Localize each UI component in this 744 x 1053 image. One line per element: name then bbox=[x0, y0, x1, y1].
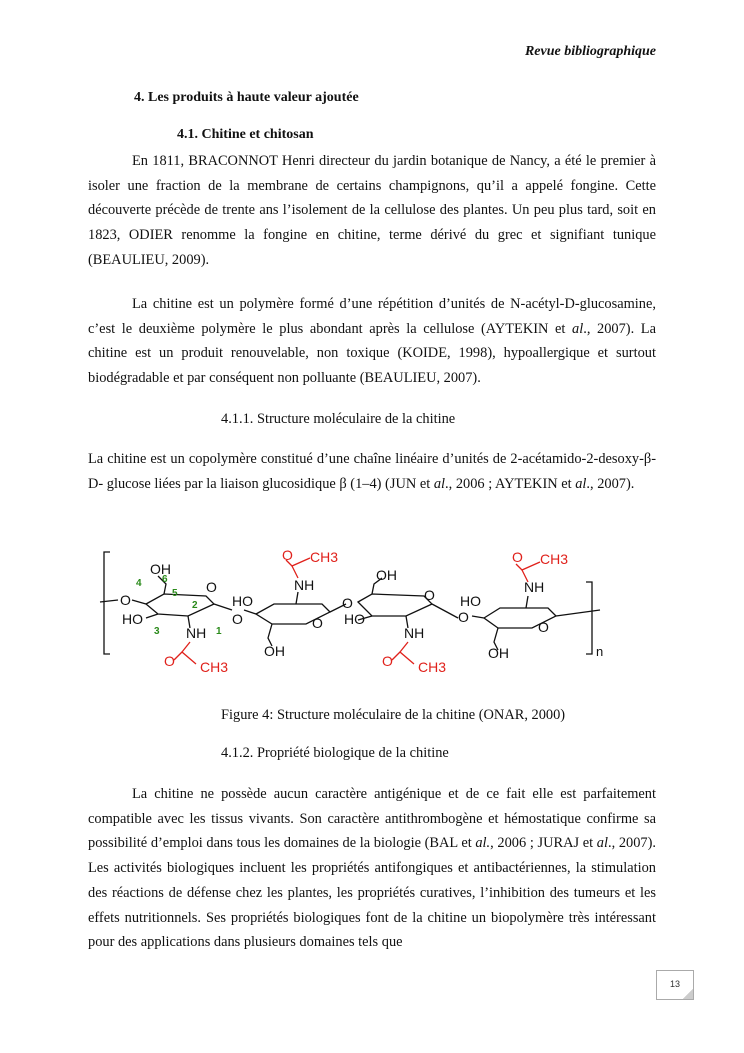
paragraph-copolymer: La chitine est un copolymère constitué d’une chaîne linéaire d’unités de 2-acétamido-2-desoxy-β-D- glucose liées par la liaison glucosidique β (1–4) (JUN et al., 2006 ; AYTEKIN et al., 2007). bbox=[88, 451, 656, 492]
page-corner-fold bbox=[683, 989, 693, 999]
section-4-1-2-heading: 4.1.2. Propriété biologique de la chitine bbox=[221, 745, 449, 761]
ring-3 bbox=[358, 594, 432, 616]
right-bracket bbox=[586, 582, 592, 654]
label-n-repeat: n bbox=[596, 644, 604, 659]
ring-1 bbox=[146, 594, 214, 616]
label-oh-ring2: OH bbox=[264, 643, 285, 659]
section-4-1-1-heading: 4.1.1. Structure moléculaire de la chitine bbox=[221, 411, 456, 427]
label-nh-ring4: NH bbox=[524, 579, 545, 595]
running-header: Revue bibliographique bbox=[524, 44, 656, 59]
carbon-5: 5 bbox=[172, 588, 178, 599]
label-o-ring3: O bbox=[424, 587, 435, 603]
carbon-4: 4 bbox=[136, 578, 142, 589]
label-ho-ring1: HO bbox=[122, 611, 143, 627]
label-o-acetyl-2: O bbox=[282, 547, 293, 563]
label-o-left: O bbox=[120, 592, 131, 608]
label-oh-ring3: OH bbox=[376, 567, 397, 583]
label-ch3-ring4: CH3 bbox=[540, 551, 569, 567]
label-o-bridge-3-4: O bbox=[458, 609, 469, 625]
carbon-2: 2 bbox=[192, 600, 198, 611]
carbon-6: 6 bbox=[162, 574, 168, 585]
paragraph-biological-properties: La chitine ne possède aucun caractère antigénique et de ce fait elle est parfaitement compatible avec les tissus vivants. Son caractère antithrombogène et hémostatique confirme sa possibilité d’emploi dans tous les domaines de la biologie (BAL et al., 2006 ; JURAJ et al., 2007). Les activités biologiques incluent les propriétés antifongiques et antibactériennes, la stimulation des réactions de défense chez les plantes, les propriétés curatives, l’inhibition des tumeurs et les effets nutritionnels. Ses propriétés biologiques font de la chitine un biopolymère très intéressant pour des applications dans plusieurs domaines tels que bbox=[88, 786, 656, 951]
label-o-acetyl-3: O bbox=[382, 653, 393, 669]
label-ch3-ring3: CH3 bbox=[418, 659, 447, 675]
label-o-ring1: O bbox=[206, 579, 217, 595]
label-o-ring2-bridge: O bbox=[232, 611, 243, 627]
label-ch3-ring2: CH3 bbox=[310, 549, 339, 565]
label-o-acetyl-4: O bbox=[512, 549, 523, 565]
label-oh-ring1: OH bbox=[150, 561, 171, 577]
label-oh-ring4: OH bbox=[488, 645, 509, 661]
section-4-1-heading: 4.1. Chitine et chitosan bbox=[177, 127, 314, 142]
paragraph-chitin-definition: La chitine est un polymère formé d’une répétition d’unités de N-acétyl-D-glucosamine, c’est le deuxième polymère le plus abondant après la cellulose (AYTEKIN et al., 2007). La chitine est un produit renouvelable, non toxique (KOIDE, 1998), hypoallergique et surtout biodégradable et par conséquent non polluante (BEAULIEU, 2007). bbox=[88, 296, 656, 387]
label-ho-ring2: HO bbox=[232, 593, 253, 609]
figure-caption: Figure 4: Structure moléculaire de la chitine (ONAR, 2000) bbox=[221, 707, 566, 723]
page-number: 13 bbox=[656, 970, 694, 1000]
label-ch3-ring1: CH3 bbox=[200, 659, 229, 675]
label-ho-ring4: HO bbox=[460, 593, 481, 609]
section-4-heading: 4. Les produits à haute valeur ajoutée bbox=[134, 90, 359, 105]
label-ho-ring3: HO bbox=[344, 611, 365, 627]
label-o-bridge-2-3: O bbox=[342, 595, 353, 611]
carbon-3: 3 bbox=[154, 626, 160, 637]
label-o-acetyl-1: O bbox=[164, 653, 175, 669]
left-bracket bbox=[104, 552, 110, 654]
paragraph-history: En 1811, BRACONNOT Henri directeur du jardin botanique de Nancy, a été le premier à isoler une fraction de la membrane de certains champignons, qu’il a appelé fongine. Cette découverte précède de trente ans l’isolement de la cellulose des plantes. Un peu plus tard, soit en 1823, ODIER renomme la fongine en chitine, terme dérivé du grec et signifiant tunique (BEAULIEU, 2009). bbox=[88, 153, 656, 268]
label-nh-ring1: NH bbox=[186, 625, 207, 641]
label-nh-ring3: NH bbox=[404, 625, 425, 641]
carbon-1: 1 bbox=[216, 626, 222, 637]
chitin-structure-figure bbox=[96, 544, 616, 680]
label-nh-ring2: NH bbox=[294, 577, 315, 593]
label-o-ring2: O bbox=[312, 615, 323, 631]
label-o-ring4: O bbox=[538, 619, 549, 635]
